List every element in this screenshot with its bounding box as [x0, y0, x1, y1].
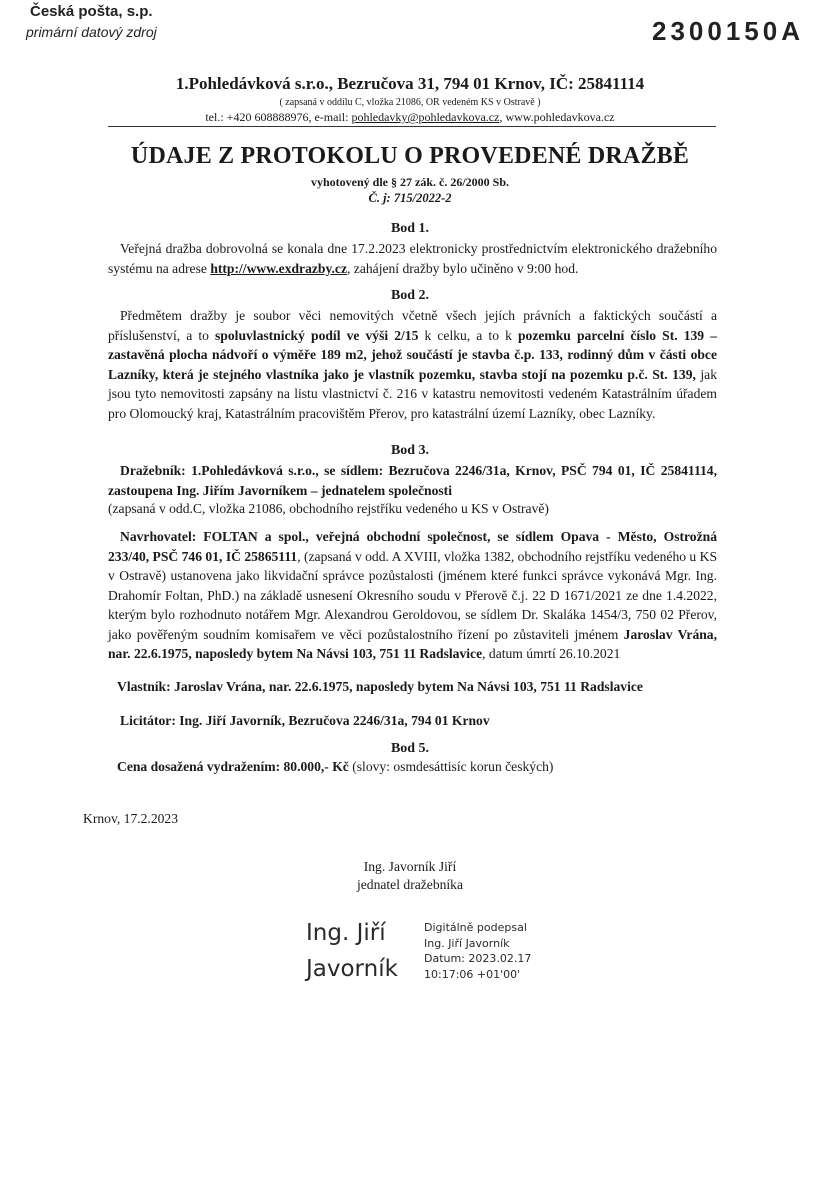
- digital-signature-name: [306, 915, 398, 987]
- bod-2-text-1: Předmětem dražby je soubor věci nemovitých včetně všech jejích právních a faktických součástí a příslušenství, a to: [108, 308, 717, 343]
- exdrazby-link[interactable]: http://www.exdrazby.cz: [210, 260, 347, 276]
- section-bod-1-text: [108, 239, 717, 278]
- website-link[interactable]: www.pohledavkova.cz: [505, 110, 615, 124]
- signature-meta-line-2: Ing. Jiří Javorník: [424, 936, 510, 950]
- section-heading-bod-3: Bod 3.: [390, 443, 430, 458]
- bod-2-property: pozemku parcelní číslo St. 139 – zastavěná plocha nádvoří o výměře 189 m2, jehož součástí je stavba č.p. 133, rodinný dům v části obce Lazníky, která je stejného vlastníka jako je vlastník pozemku, stavba stojí na pozemku p.č. St. 139,: [108, 327, 717, 382]
- document-number-value: 2300150: [651, 16, 782, 46]
- bod-2-text-2: k celku, a to k: [418, 327, 518, 343]
- signature-name-line-2: Javorník: [306, 956, 398, 982]
- contact-separator: ,: [499, 110, 506, 124]
- price-amount: Cena dosažená vydražením: 80.000,- Kč: [117, 759, 349, 774]
- price-in-words: (slovy: osmdesáttisíc korun českých): [348, 759, 554, 774]
- signature-name-line-1: Ing. Jiří: [306, 920, 386, 946]
- signer-role: jednatel dražebníka: [356, 877, 464, 892]
- bod-2-share: spoluvlastnický podíl ve výši 2/15: [215, 327, 419, 343]
- auctioneer-registration: (zapsaná v odd.C, vložka 21086, obchodního rejstříku vedeného u KS v Ostravě): [108, 501, 549, 516]
- email-link[interactable]: pohledavky@pohledavkova.cz: [351, 110, 500, 124]
- proposer: [108, 527, 717, 664]
- date-of-death: , datum úmrtí 26.10.2021: [482, 646, 621, 661]
- place-and-date: Krnov, 17.2.2023: [83, 811, 179, 826]
- section-heading-bod-1: Bod 1.: [390, 221, 430, 236]
- signer-name: Ing. Javorník Jiří: [363, 859, 457, 874]
- reference-number: Č. j: 715/2022-2: [368, 191, 452, 205]
- decedent: Jaroslav Vrána, nar. 22.6.1975, naposledy bytem Na Návsi 103, 751 11 Radslavice: [108, 626, 717, 661]
- postal-stamp-issuer: Česká pošta, s.p.: [30, 3, 153, 20]
- letterhead-contact: [0, 110, 820, 125]
- document-title: ÚDAJE Z PROTOKOLU O PROVEDENÉ DRAŽBĚ: [130, 143, 690, 169]
- proposer-name: Navrhovatel: FOLTAN a spol., veřejná obchodní společnost, se sídlem Opava - Město, Ostrožná 233/40, PSČ 746 01, IČ 25865111: [108, 529, 717, 564]
- licitator: Licitátor: Ing. Jiří Javorník, Bezručova 2246/31a, 794 01 Krnov: [120, 713, 490, 728]
- auctioneer: Dražebník: 1.Pohledávková s.r.o., se sídlem: Bezručova 2246/31a, Krnov, PSČ 794 01, IČ 25841114, zastoupena Ing. Jiřím Javorníkem – jednatelem společnosti: [108, 463, 717, 498]
- letterhead-company: 1.Pohledávková s.r.o., Bezručova 31, 794 01 Krnov, IČ: 25841114: [175, 74, 645, 93]
- document-number-suffix: A: [781, 16, 804, 46]
- digital-signature-meta: [424, 920, 531, 982]
- document-number: [652, 16, 804, 47]
- bod-1-text-b: , zahájení dražby bylo učiněno v 9:00 hod.: [347, 260, 579, 276]
- signature-meta-date: Datum: 2023.02.17: [424, 952, 532, 965]
- signature-meta-time: 10:17:06 +01'00': [424, 967, 521, 981]
- document-subtitle: vyhotovený dle § 27 zák. č. 26/2000 Sb.: [310, 175, 509, 189]
- postal-stamp-source: primární datový zdroj: [26, 24, 157, 40]
- bod-2-text-3: jak jsou tyto nemovitosti zapsány na listu vlastnictví č. 216 v katastru nemovitosti vedeném Katastrálním úřadem pro Olomoucký kraj, Katastrálním pracovištěm Přerov, pro katastrální území Lazníky, obec Lazníky.: [108, 366, 717, 421]
- bod-1-text-a: Veřejná dražba dobrovolná se konala dne 17.2.2023 elektronicky prostřednictvím elektronického dražebního systému na adrese: [108, 241, 717, 276]
- owner: Vlastník: Jaroslav Vrána, nar. 22.6.1975, naposledy bytem Na Návsi 103, 751 11 Radslavice: [117, 679, 643, 694]
- letterhead-registration: ( zapsaná v oddílu C, vložka 21086, OR vedeném KS v Ostravě ): [279, 97, 541, 108]
- signer-block: [300, 858, 520, 894]
- section-heading-bod-2: Bod 2.: [390, 288, 430, 303]
- section-bod-2-text: [108, 306, 717, 423]
- section-heading-bod-5: Bod 5.: [390, 741, 430, 756]
- auction-price: [117, 759, 553, 775]
- proposer-details: , (zapsaná v odd. A XVIII, vložka 1382, obchodního rejstříku vedeného u KS v Ostravě) ustanovena jako likvidační správce pozůstalosti (jménem které funkci správce vykonává Mgr. Ing. Drahomír Foltan, PhD.) na základě usnesení Okresního soudu v Přerově č.j. 22 D 1671/2021 ze dne 1.4.2022, kterým bylo rozhodnuto notářem Mgr. Alexandrou Geroldovou, se sídlem Dr. Skaláka 1454/3, 750 02 Přerov, jako pověřeným soudním komisařem ve věci pozůstalostního řízení po zůstaviteli jménem: [108, 548, 718, 642]
- letterhead-divider: [108, 126, 716, 127]
- signature-meta-line-1: Digitálně podepsal: [424, 921, 527, 934]
- contact-phone: tel.: +420 608888976, e-mail:: [205, 110, 352, 124]
